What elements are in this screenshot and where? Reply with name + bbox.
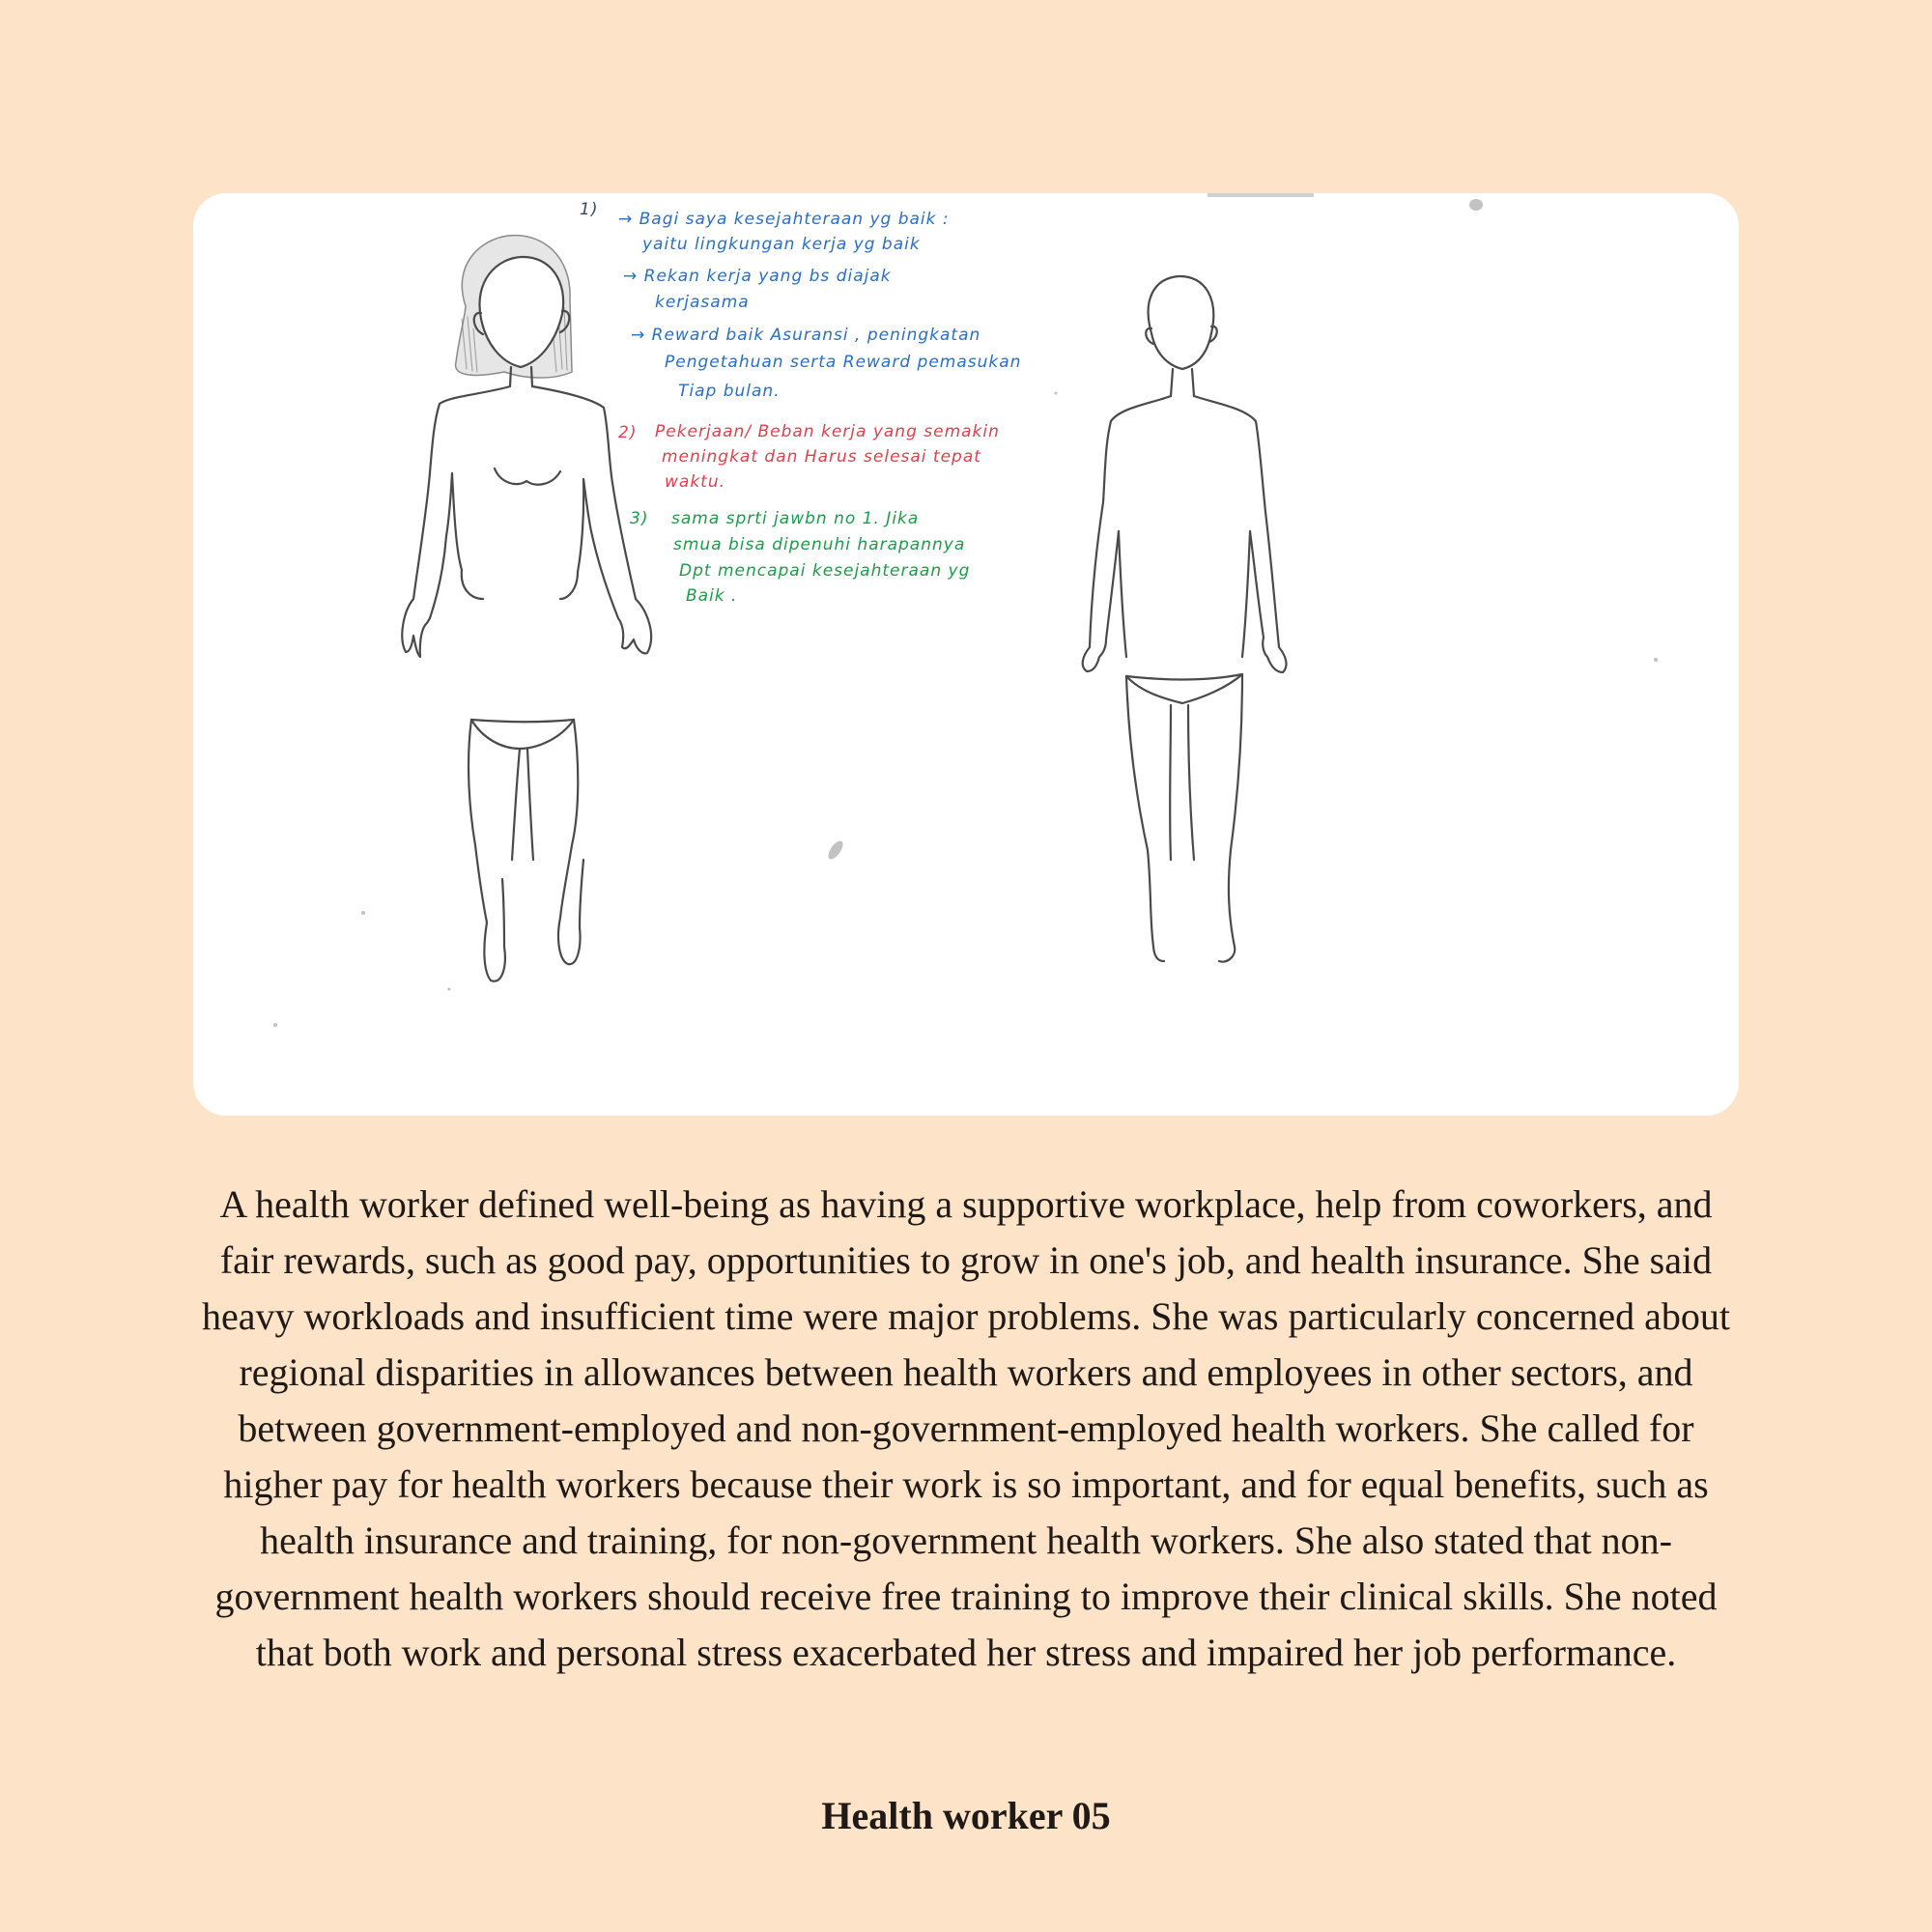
answer-2-line: meningkat dan Harus selesai tepat [662, 447, 981, 467]
male-body-figure [1083, 276, 1287, 962]
body-map-drawing [193, 193, 1739, 1116]
answer-3-line: sama sprti jawbn no 1. Jika [671, 509, 920, 528]
answer-1-line: yaitu lingkungan kerja yg baik [642, 235, 921, 254]
answer-1-line: Tiap bulan. [678, 382, 781, 401]
answer-3-line: Dpt mencapai kesejahteraan yg [679, 561, 971, 581]
female-body-figure [402, 236, 651, 981]
answer-2-line: Pekerjaan/ Beban kerja yang semakin [655, 422, 1000, 441]
answer-3-line: Baik . [686, 586, 738, 606]
answer-1-number: 1) [580, 200, 599, 219]
answer-2-number: 2) [618, 423, 638, 442]
answer-2-line: waktu. [665, 472, 726, 492]
handwritten-answers [580, 200, 1021, 606]
answer-1-line: → Reward baik Asuransi , peningkatan [631, 326, 981, 345]
health-worker-label: Health worker 05 [821, 1794, 1111, 1837]
answer-1-line: → Rekan kerja yang bs diajak [623, 267, 892, 286]
answer-1-line: → Bagi saya kesejahteraan yg baik : [618, 210, 950, 229]
caption-text: A health worker defined well-being as having a supportive workplace, help from coworkers, and fair rewards, such as good pay, opportunities to grow in one's job, and health insurance. She said heavy workloads and insufficient time were major problems. She was particularly concerned about regional disparities in allowances between health workers and employees in other sectors, and between government-employed and non-government-employed health workers. She called for higher pay for health workers because their work is so important, and for equal benefits, such as health insurance and training, for non-government health workers. She also stated that non-government health workers should receive free training to improve their clinical skills. She noted that both work and personal stress exacerbated her stress and impaired her job performance. [201, 1182, 1731, 1674]
answer-1-line: Pengetahuan serta Reward pemasukan [665, 353, 1022, 372]
top-mark [1208, 193, 1314, 197]
answer-3-line: smua bisa dipenuhi harapannya [673, 535, 966, 554]
answer-1-line: kerjasama [655, 293, 750, 312]
drawing-card [193, 193, 1739, 1116]
answer-3-number: 3) [630, 509, 649, 528]
